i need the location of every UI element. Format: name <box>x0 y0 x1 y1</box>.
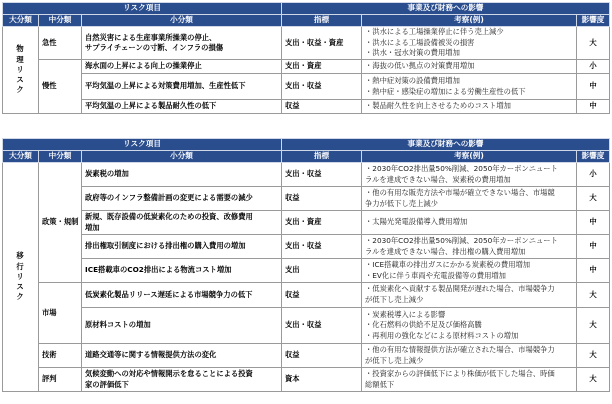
middle-acute: 急性 <box>39 27 82 60</box>
table-row <box>3 187 610 211</box>
impact-cell: 中 <box>577 211 610 235</box>
indicator-cell: 支出・資産 <box>282 60 362 74</box>
minor-cell: 平均気温の上昇による対策費用増加、生産性低下 <box>82 74 282 100</box>
minor-cell: 道路交通等に関する情報提供方法の変化 <box>82 344 282 368</box>
impact-cell: 大 <box>577 187 610 211</box>
impact-cell: 大 <box>577 283 610 308</box>
middle-chronic: 慢性 <box>39 60 82 114</box>
table-row <box>3 60 610 74</box>
consideration-cell: ・2030年CO2排出量50%削減、2050年カーボンニュート ラルを達成できない場合、排出権の購入費用増加 <box>362 235 577 259</box>
minor-cell: 気候変動への対応や情報開示を怠ることによる投資 家の評価低下 <box>82 368 282 392</box>
indicator-cell: 収益 <box>282 283 362 308</box>
minor-cell: 新規、既存設備の低炭素化のための投資、改修費用 増加 <box>82 211 282 235</box>
minor-cell: 低炭素化製品リリース遅延による市場競争力の低下 <box>82 283 282 308</box>
table-header-row <box>3 139 610 151</box>
middle-technology: 技術 <box>39 344 82 368</box>
transition-risk-table <box>2 138 610 392</box>
minor-header: 小分類 <box>82 151 282 163</box>
physical-risk-table <box>2 2 610 114</box>
middle-market: 市場 <box>39 283 82 344</box>
table-row <box>3 100 610 114</box>
table-subheader-row <box>3 15 610 27</box>
impact-cell: 中 <box>577 259 610 283</box>
impact-group-header: 事業及び財務への影響 <box>282 3 610 15</box>
minor-header: 小分類 <box>82 15 282 27</box>
indicator-cell: 支出・収益 <box>282 235 362 259</box>
major-transition-risk: 移 行 リ ス ク <box>3 163 39 392</box>
middle-reputation: 評判 <box>39 368 82 392</box>
consideration-cell: ・熱中症対策の設備費用増加 ・熱中症・感染症の増加による労働生産性の低下 <box>362 74 577 100</box>
impact-cell: 大 <box>577 368 610 392</box>
indicator-cell: 支出・収益・資産 <box>282 27 362 60</box>
consideration-cell: ・洪水による工場操業停止に伴う売上減少 ・洪水による工場設備被災の損害 ・洪水・冠水対策の費用増加 <box>362 27 577 60</box>
consideration-cell: ・低炭素化へ貢献する製品開発が遅れた場合、市場競争力 が低下し売上減少 <box>362 283 577 308</box>
minor-cell: 平均気温の上昇による製品耐久性の低下 <box>82 100 282 114</box>
table-row <box>3 235 610 259</box>
middle-header: 中分類 <box>39 15 82 27</box>
consideration-cell: ・ICE搭載車の排出ガスにかかる炭素税の費用増加 ・EV化に伴う車両や充電設備等の費用増加 <box>362 259 577 283</box>
minor-cell: 政府等のインフラ整備計画の変更による需要の減少 <box>82 187 282 211</box>
consideration-cell: ・投資家からの評価低下により株価が低下した場合、時価 総額低下 <box>362 368 577 392</box>
impact-header: 影響度 <box>577 151 610 163</box>
consideration-cell: ・炭素税導入による影響 ・化石燃料の供給不足及び価格高騰 ・再利用の強化などによる原材料コストの増加 <box>362 308 577 344</box>
indicator-header: 指標 <box>282 151 362 163</box>
indicator-cell: 収益 <box>282 100 362 114</box>
major-header: 大分類 <box>3 15 39 27</box>
consideration-cell: ・太陽光発電設備導入費用増加 <box>362 211 577 235</box>
consideration-cell: ・2030年CO2排出量50%削減、2050年カーボンニュート ラルを達成できない場合、炭素税の費用増加 <box>362 163 577 187</box>
major-header: 大分類 <box>3 151 39 163</box>
consideration-header: 考察(例) <box>362 151 577 163</box>
impact-cell: 中 <box>577 235 610 259</box>
impact-cell: 小 <box>577 163 610 187</box>
table-row <box>3 74 610 100</box>
major-physical-risk: 物 理 リ ス ク <box>3 27 39 114</box>
middle-header: 中分類 <box>39 151 82 163</box>
indicator-cell: 収益 <box>282 187 362 211</box>
table-row <box>3 283 610 308</box>
impact-group-header: 事業及び財務への影響 <box>282 139 610 151</box>
consideration-cell: ・製品耐久性を向上させるためのコスト増加 <box>362 100 577 114</box>
minor-cell: 炭素税の増加 <box>82 163 282 187</box>
risk-item-header: リスク項目 <box>3 3 282 15</box>
consideration-header: 考察(例) <box>362 15 577 27</box>
minor-cell: 排出権取引制度における排出権の購入費用の増加 <box>82 235 282 259</box>
consideration-cell: ・他の有用な販売方法や市場が確立できない場合、市場競 争力が低下し売上減少 <box>362 187 577 211</box>
table-row <box>3 308 610 344</box>
impact-header: 影響度 <box>577 15 610 27</box>
indicator-cell: 支出・収益 <box>282 308 362 344</box>
indicator-cell: 支出・収益 <box>282 163 362 187</box>
minor-cell: 自然災害による生産事業所操業の停止、 サプライチェーンの寸断、インフラの損傷 <box>82 27 282 60</box>
indicator-cell: 資本 <box>282 368 362 392</box>
table-row <box>3 259 610 283</box>
impact-cell: 大 <box>577 308 610 344</box>
impact-cell: 小 <box>577 60 610 74</box>
impact-cell: 大 <box>577 344 610 368</box>
table-row <box>3 27 610 60</box>
indicator-cell: 支出・資産 <box>282 211 362 235</box>
table-row <box>3 344 610 368</box>
impact-cell: 大 <box>577 27 610 60</box>
table-row <box>3 163 610 187</box>
consideration-cell: ・海抜の低い拠点の対策費用増加 <box>362 60 577 74</box>
impact-cell: 中 <box>577 100 610 114</box>
risk-item-header: リスク項目 <box>3 139 282 151</box>
table-header-row <box>3 3 610 15</box>
indicator-cell: 支出・収益 <box>282 74 362 100</box>
indicator-cell: 収益 <box>282 344 362 368</box>
indicator-cell: 支出 <box>282 259 362 283</box>
middle-policy: 政策・規制 <box>39 163 82 283</box>
minor-cell: ICE搭載車のCO2排出による物流コスト増加 <box>82 259 282 283</box>
table-row <box>3 368 610 392</box>
table-row <box>3 211 610 235</box>
minor-cell: 原材料コストの増加 <box>82 308 282 344</box>
indicator-header: 指標 <box>282 15 362 27</box>
impact-cell: 中 <box>577 74 610 100</box>
minor-cell: 海水面の上昇による向上の操業停止 <box>82 60 282 74</box>
consideration-cell: ・他の有用な情報提供方法が確立された場合、市場競争力 が低下し売上減少 <box>362 344 577 368</box>
table-subheader-row <box>3 151 610 163</box>
